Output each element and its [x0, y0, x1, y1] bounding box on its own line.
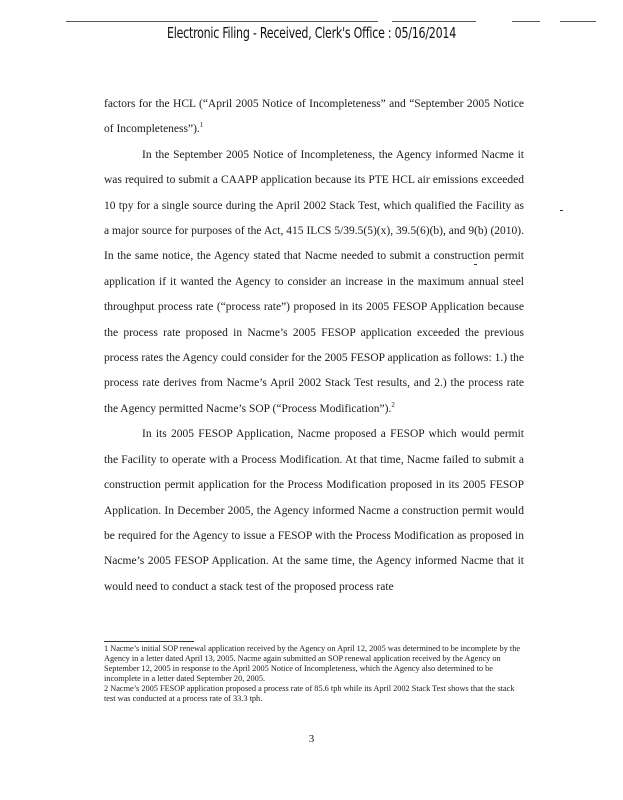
header-rule-left	[66, 21, 378, 22]
header-rule-right	[392, 21, 476, 22]
footnote-ref-2: 2	[391, 400, 395, 409]
scan-speck	[474, 264, 477, 265]
paragraph-2: In the September 2005 Notice of Incompleteness, the Agency informed Nacme it was required to submit a CAAPP application because its PTE HCL air emissions exceeded 10 tpy for a single source during the April 2002 Stack Test, which qualified the Facility as a major source for purposes of the Act, 415 ILCS 5/39.5(5)(x), 39.5(6)(b), and 9(b) (2010). In the same notice, the Agency stated that Nacme needed to submit a construction permit application if it wanted the Agency to consider an increase in the maximum annual steel throughput process rate (“process rate”) proposed in its 2005 FESOP Application because the process rate proposed in Nacme’s 2005 FESOP application exceeded the previous process rates the Agency could consider for the 2005 FESOP application as follows: 1.) the process rate derives from Nacme’s April 2002 Stack Test results, and 2.) the process rate the Agency permitted Nacme’s SOP (“Process Modification”).$^2$	[104, 148, 524, 415]
footnote-separator	[104, 641, 194, 642]
page-number: 3	[308, 733, 315, 745]
paragraph-3: In its 2005 FESOP Application, Nacme proposed a FESOP which would permit the Facility to operate with a Process Modification. At that time, Nacme failed to submit a construction permit application for the Process Modification proposed in its 2005 FESOP Application. In December 2005, the Agency informed Nacme a construction permit would be required for the Agency to issue a FESOP with the Process Modification as proposed in Nacme’s 2005 FESOP Application. At the same time, the Agency informed Nacme that it would need to conduct a stack test of the proposed process rate	[104, 428, 524, 593]
header-rule-short	[512, 21, 540, 22]
scan-speck	[560, 210, 563, 211]
footnote-ref-1: 1	[199, 121, 204, 130]
paragraph-1: factors for the HCL (“April 2005 Notice of Incompleteness” and “September 2005 Notice of Incompleteness”).$^1$	[104, 98, 524, 136]
header-rule-end	[560, 21, 596, 22]
footnote-1: 1 Nacme’s initial SOP renewal application received by the Agency on April 12, 2005 was determined to be incomplete by the Agency in a letter dated April 13, 2005. Nacme again submitted an SOP renewal application received by the Agency on September 12, 2005 in response to the April 2005 Notice of Incompleteness, which the Agency also determined to be incomplete in a letter dated September 20, 2005.	[104, 644, 521, 683]
electronic-filing-stamp: Electronic Filing - Received, Clerk's Office : 05/16/2014	[167, 24, 456, 42]
footnotes	[104, 644, 524, 704]
footnote-2: 2 Nacme’s 2005 FESOP application proposed a process rate of 85.6 tph while its April 2002 Stack Test shows that the stack test was conducted at a process rate of 33.3 tph.	[104, 684, 515, 703]
body-text	[104, 92, 524, 600]
